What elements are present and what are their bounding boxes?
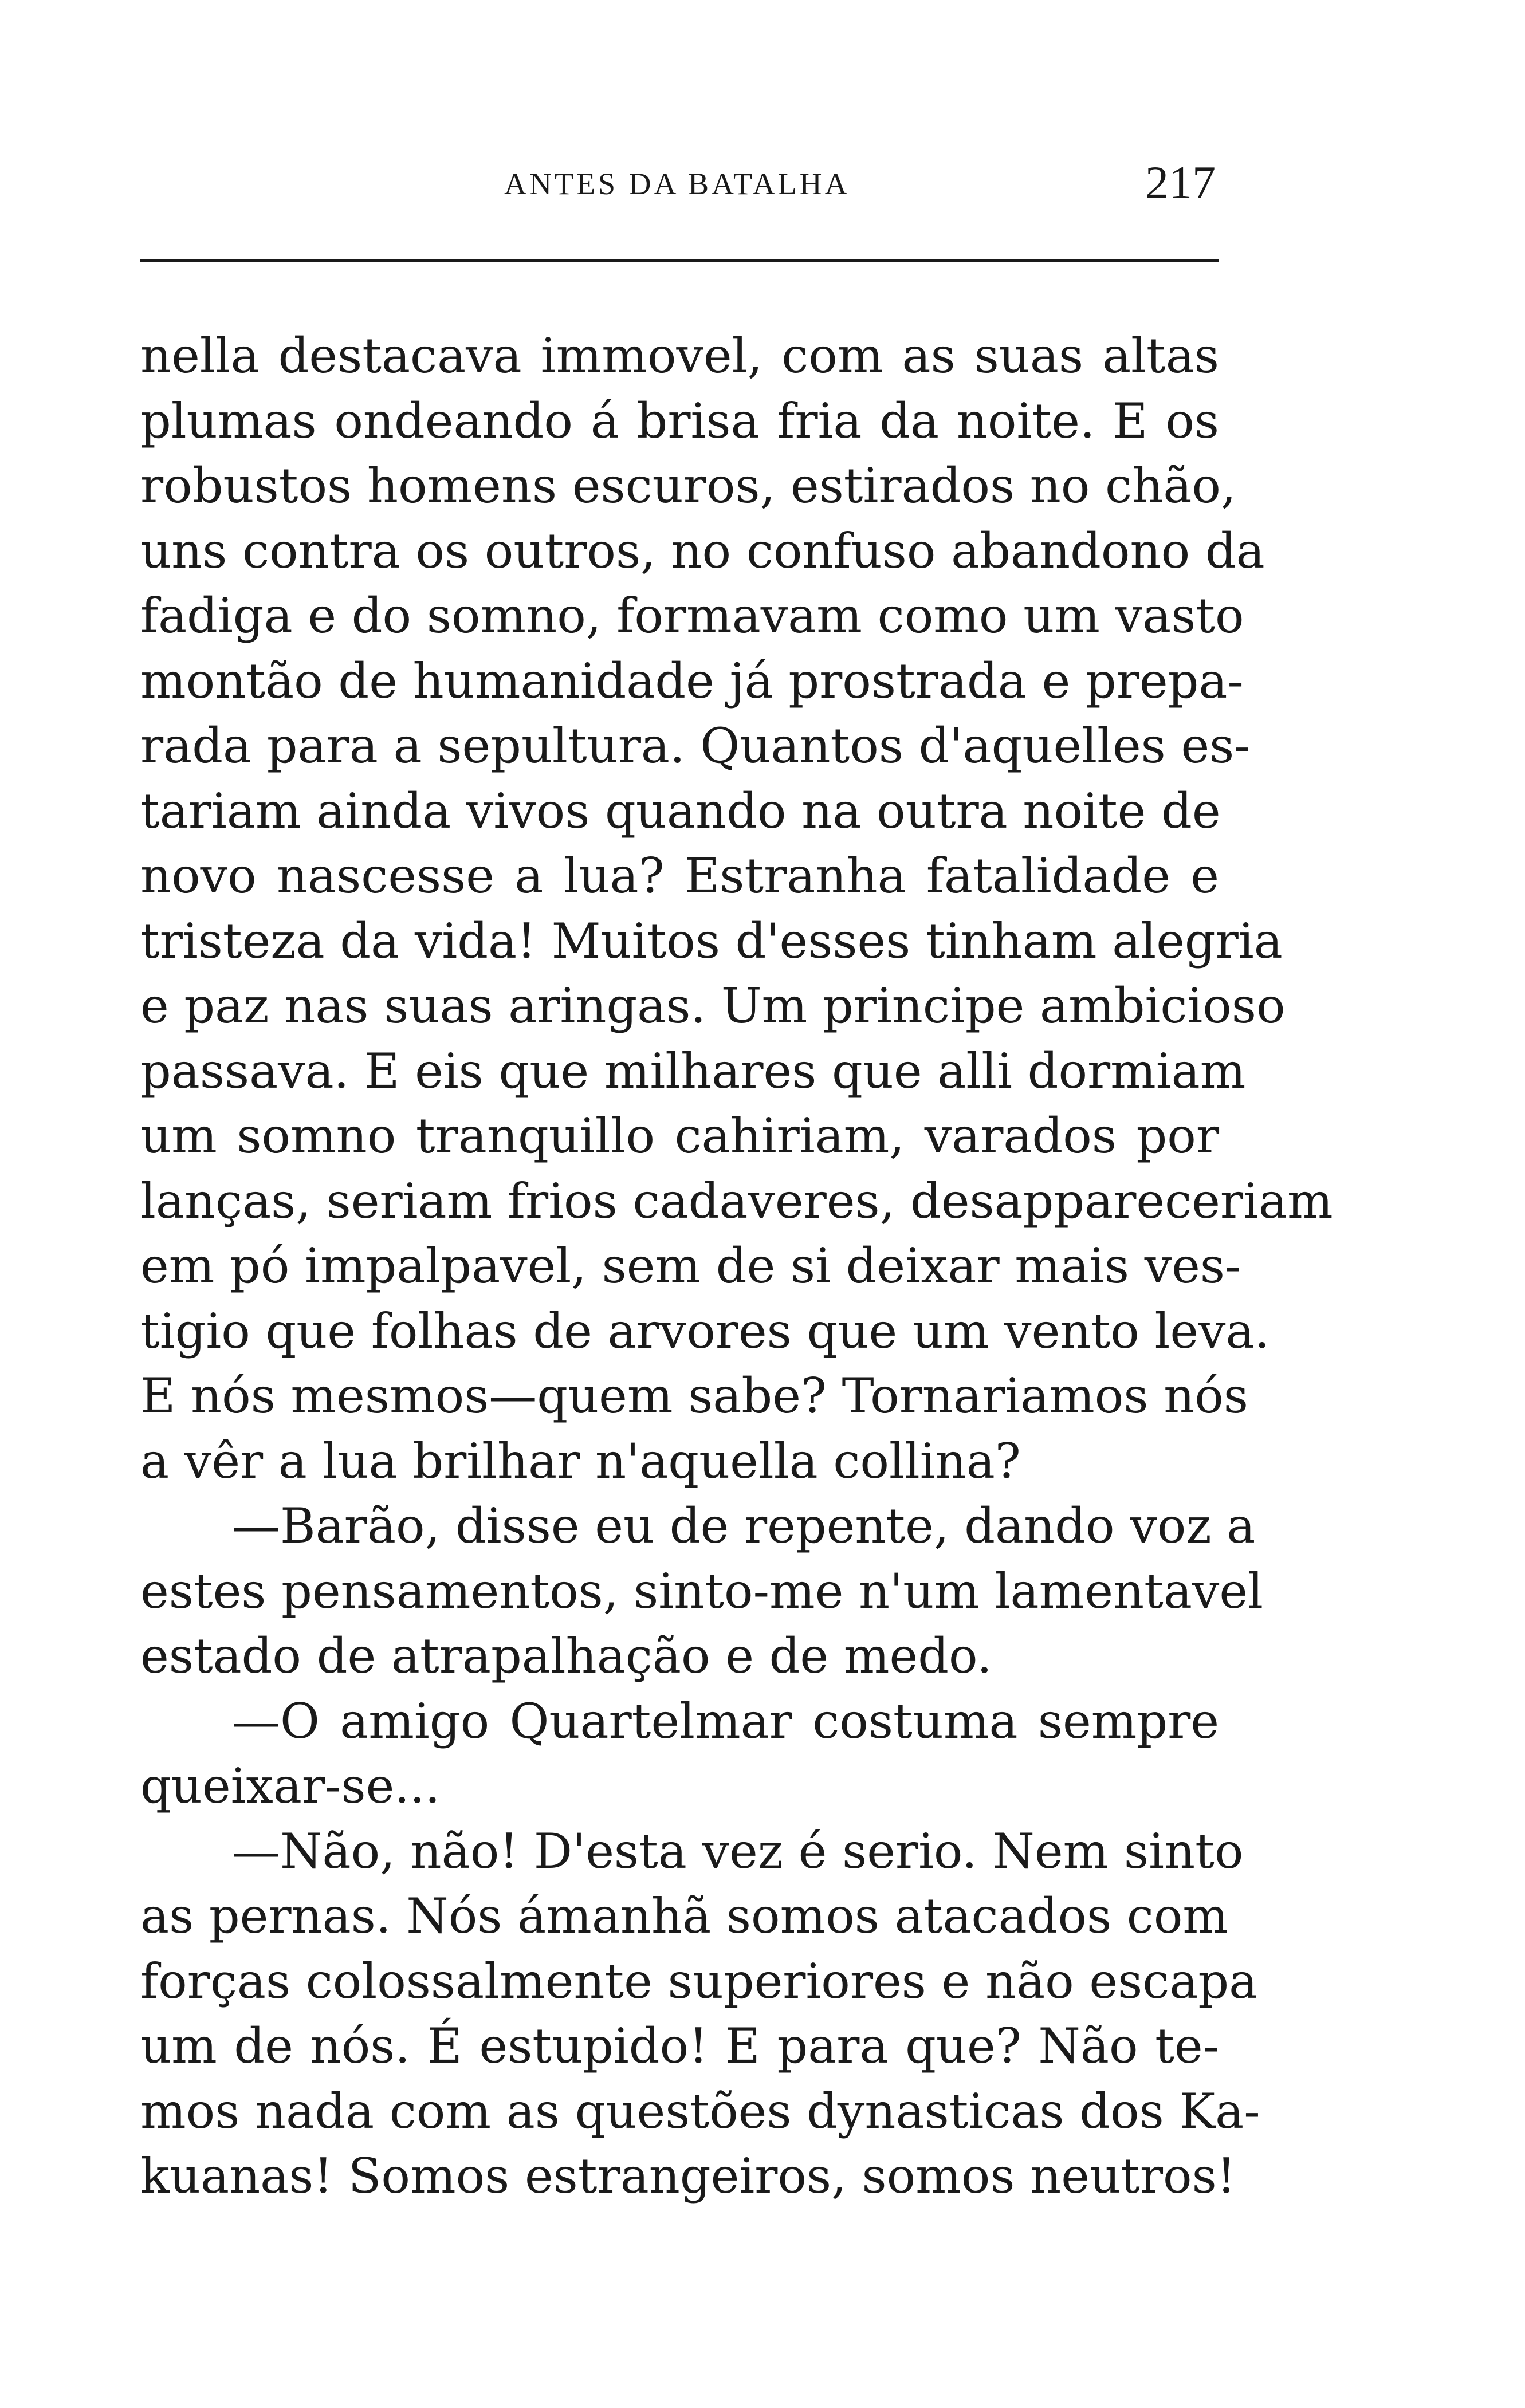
text-line: estado de atrapalhação e de medo. (140, 1628, 992, 1684)
text-line: a vêr a lua brilhar n'aquella collina? (140, 1433, 1021, 1489)
text-line: lanças, seriam frios cadaveres, desappareceriam (140, 1172, 1333, 1229)
text-line: uns contra os outros, no confuso abandono da (140, 522, 1265, 579)
text-line: montão de humanidade já prostrada e prepa- (140, 652, 1244, 709)
text-line: fadiga e do somno, formavam como um vasto (140, 588, 1244, 644)
text-line: rada para a sepultura. Quantos d'aquelles es- (140, 718, 1251, 774)
text-line: nella destacava immovel, com as suas altas (140, 328, 1219, 384)
text-line: novo nascesse a lua? Estranha fatalidade e (140, 848, 1219, 904)
body-text (140, 324, 1333, 2209)
text-line: em pó impalpavel, sem de si deixar mais ves- (140, 1238, 1241, 1294)
text-line: um de nós. É estupido! E para que? Não te- (140, 2018, 1219, 2074)
text-line: passava. E eis que milhares que alli dormiam (140, 1042, 1246, 1099)
text-line: queixar-se... (140, 1758, 441, 1814)
text-line: forças colossalmente superiores e não escapa (140, 1953, 1258, 2009)
text-line: e paz nas suas aringas. Um principe ambicioso (140, 978, 1286, 1034)
text-line: —O amigo Quartelmar costuma sempre (232, 1693, 1219, 1749)
text-line: tariam ainda vivos quando na outra noite de (140, 782, 1221, 839)
text-line: —Barão, disse eu de repente, dando voz a (232, 1498, 1256, 1554)
running-title: ANTES DA BATALHA (504, 167, 850, 201)
text-line: E nós mesmos—quem sabe? Tornariamos nós (140, 1368, 1248, 1424)
text-line: plumas ondeando á brisa fria da noite. E os (140, 392, 1219, 449)
text-line: —Não, não! D'esta vez é serio. Nem sinto (232, 1823, 1244, 1879)
text-line: mos nada com as questões dynasticas dos Ka- (140, 2083, 1260, 2139)
text-line: um somno tranquillo cahiriam, varados por (140, 1108, 1219, 1164)
header-rule (140, 259, 1219, 262)
text-line: robustos homens escuros, estirados no chão, (140, 458, 1236, 514)
text-line: tigio que folhas de arvores que um vento leva. (140, 1303, 1270, 1359)
page-number: 217 (1145, 156, 1216, 208)
text-line: kuanas! Somos estrangeiros, somos neutros! (140, 2148, 1236, 2204)
text-line: tristeza da vida! Muitos d'esses tinham alegria (140, 912, 1283, 969)
text-line: estes pensamentos, sinto-me n'um lamentavel (140, 1563, 1263, 1619)
text-line: as pernas. Nós ámanhã somos atacados com (140, 1888, 1229, 1944)
